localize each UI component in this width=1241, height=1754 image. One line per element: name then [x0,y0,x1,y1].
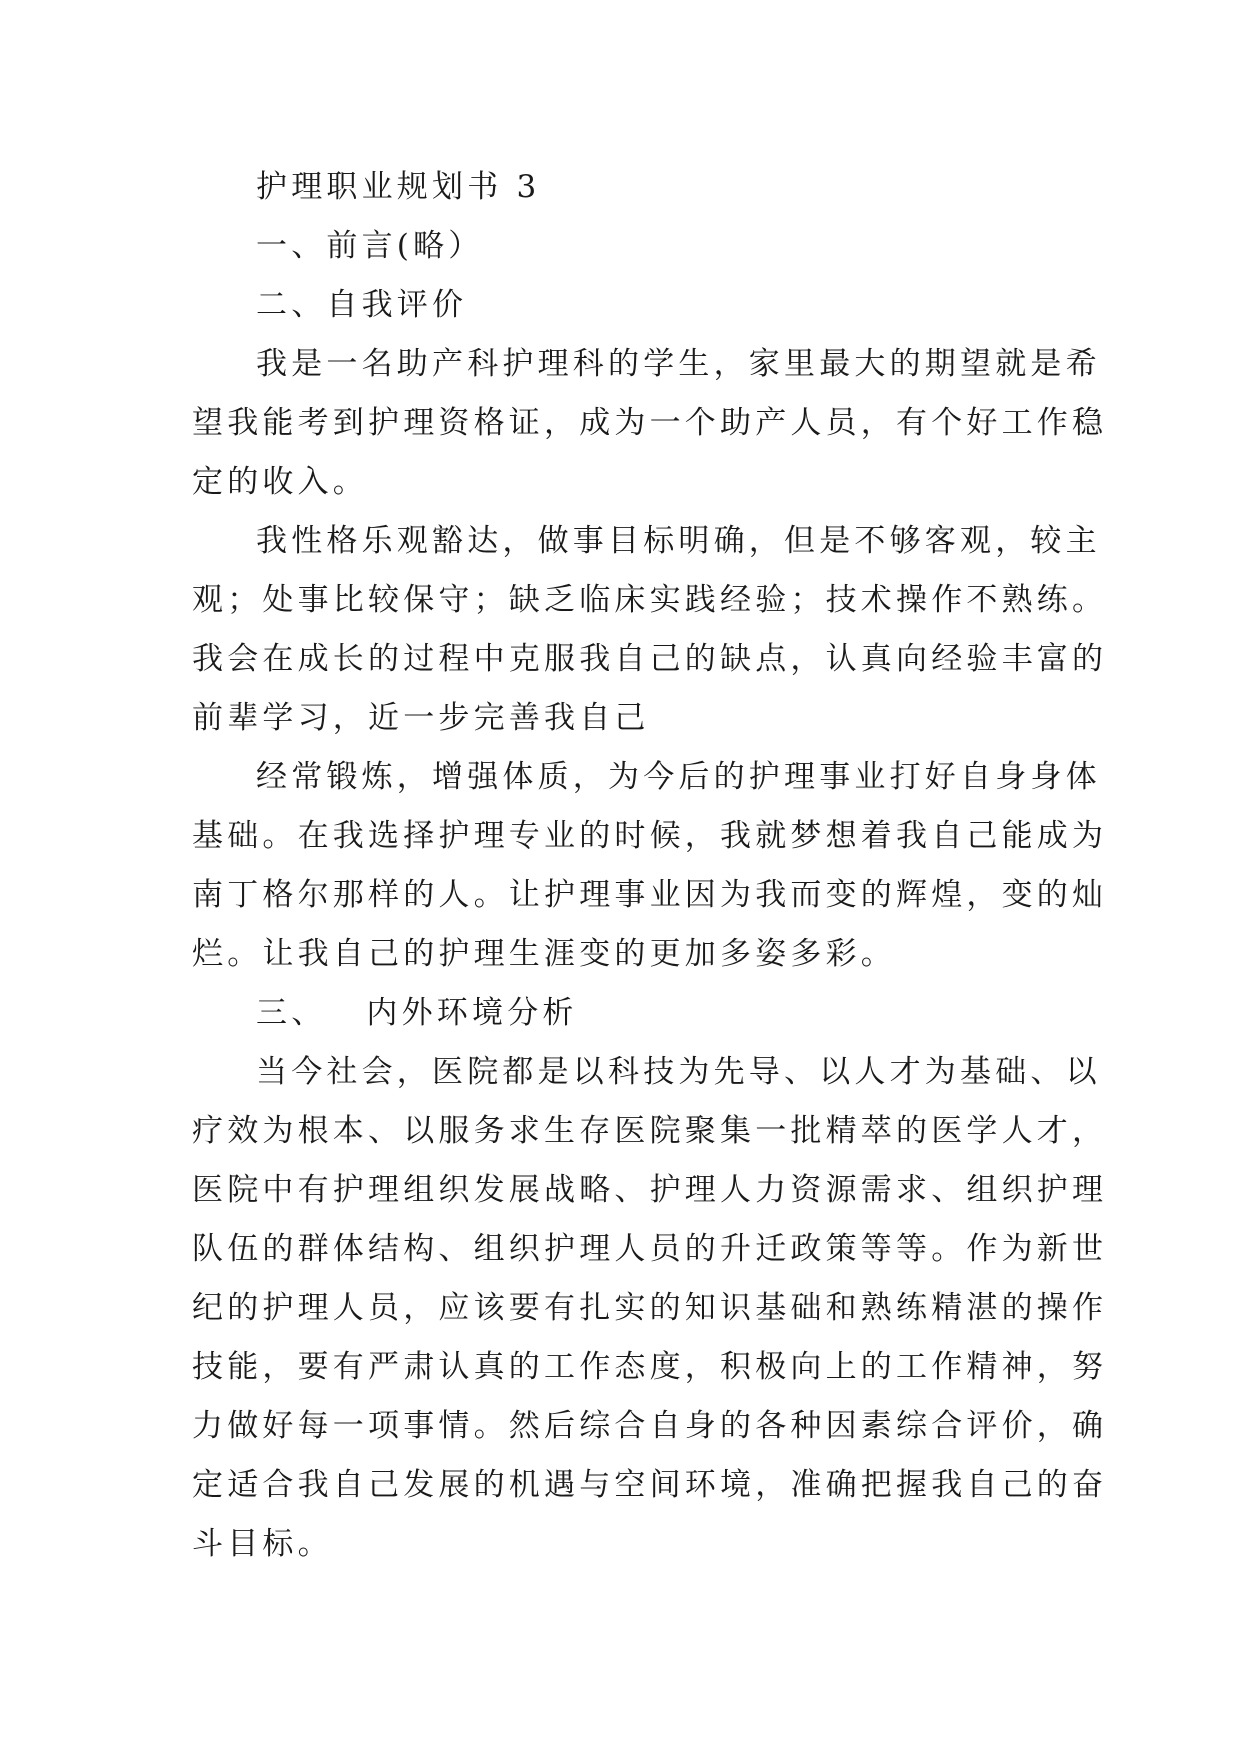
paragraph-line: 技能，要有严肃认真的工作态度，积极向上的工作精神，努 [192,1349,1108,1385]
section-title: 内外环境分析 [366,995,578,1031]
paragraph-line: 医院中有护理组织发展战略、护理人力资源需求、组织护理 [192,1172,1108,1208]
section-number: 三、 [256,995,327,1031]
paragraph-line: 当今社会，医院都是以科技为先导、以人才为基础、以 [256,1054,1101,1090]
paragraph-line: 斗目标。 [192,1526,333,1562]
section-heading-self-evaluation: 二、自我评价 [256,287,468,323]
section-heading-preface: 一、前言(略） [256,228,484,264]
paragraph-line: 望我能考到护理资格证，成为一个助产人员，有个好工作稳 [192,405,1108,441]
document-page [192,158,1108,1574]
paragraph-line: 队伍的群体结构、组织护理人员的升迁政策等等。作为新世 [192,1231,1108,1267]
paragraph-environment-analysis [192,1043,1108,1574]
paragraph-line: 力做好每一项事情。然后综合自身的各种因素综合评价，确 [192,1408,1108,1444]
paragraph-line: 我会在成长的过程中克服我自己的缺点，认真向经验丰富的 [192,641,1108,677]
paragraph-line: 定适合我自己发展的机遇与空间环境，准确把握我自己的奋 [192,1467,1108,1503]
section-heading-environment-analysis [192,984,1050,1043]
paragraph-line: 前辈学习，近一步完善我自己 [192,700,650,736]
paragraph-line: 经常锻炼，增强体质，为今后的护理事业打好自身身体 [256,759,1101,795]
paragraph-self-evaluation-3 [192,748,1108,984]
paragraph-self-evaluation-1 [192,335,1108,512]
paragraph-self-evaluation-2 [192,512,1108,748]
paragraph-line: 烂。让我自己的护理生涯变的更加多姿多彩。 [192,936,896,972]
paragraph-line: 纪的护理人员，应该要有扎实的知识基础和熟练精湛的操作 [192,1290,1108,1326]
paragraph-line: 南丁格尔那样的人。让护理事业因为我而变的辉煌，变的灿 [192,877,1108,913]
paragraph-line: 基础。在我选择护理专业的时候，我就梦想着我自己能成为 [192,818,1108,854]
paragraph-line: 定的收入。 [192,464,368,500]
paragraph-line: 我是一名助产科护理科的学生，家里最大的期望就是希 [256,346,1101,382]
paragraph-line: 疗效为根本、以服务求生存医院聚集一批精萃的医学人才， [192,1113,1108,1149]
paragraph-line: 我性格乐观豁达，做事目标明确，但是不够客观，较主 [256,523,1101,559]
document-title: 护理职业规划书 3 [256,169,541,205]
paragraph-line: 观；处事比较保守；缺乏临床实践经验；技术操作不熟练。 [192,582,1108,618]
